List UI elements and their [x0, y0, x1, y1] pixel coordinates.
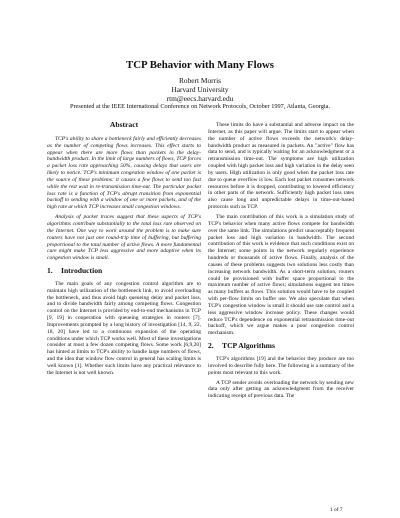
abstract-body [47, 136, 201, 262]
left-column [47, 118, 201, 377]
body-paragraph: These limits do have a substantial and adverse impact on the Internet, as this paper will argue. The limits start to appear when the number of active flows exceeds the network's delay-bandwidth product as measured in packets. An "active" flow has data to send, and is typically waiting for an acknowledgment or a retransmission time-out. The symptoms are high utilization coupled with high packet loss and high variation in the delay seen by users. High utilization is only good when the packet loss rate due to queue overflow is low. Each lost packet consumes network resources before it is dropped, contributing to lowered efficiency in other parts of the network. Sufficiently high packet loss rates also cause long and unpredictable delays in time-out-based protocols such as TCP. [208, 122, 354, 211]
author-affiliation: Harvard University [171, 84, 229, 94]
author-block [0, 77, 400, 103]
section-number: 2. [208, 341, 214, 351]
body-paragraph: A TCP sender avoids overloading the network by sending new data only after getting an acknowledgment from the receiver indicating receipt of previous data. The [208, 379, 354, 400]
venue-note: Presented at the IEEE International Conference on Network Protocols, October 1997, Atlanta, Georgia. [69, 103, 331, 110]
section-heading-tcp-algorithms [208, 343, 354, 350]
page-number: 1 of 7 [330, 507, 343, 513]
body-paragraph: TCP's algorithms [19] and the behavior they produce are too involved to describe fully here. The following is a summary of the points most relevant to this work. [208, 356, 354, 376]
section-heading-introduction [47, 268, 201, 275]
section-number: 1. [47, 266, 53, 276]
author-email: rtm@eecs.harvard.edu [166, 93, 234, 103]
paper-title: TCP Behavior with Many Flows [126, 59, 274, 71]
author-name: Robert Morris [178, 76, 222, 85]
body-paragraph: The main goals of any congestion control algorithm are to maintain high utilization of the bottleneck link, to avoid overloading the bottleneck, and thus avoid high queueing delay and packet loss, and to divide bandwidth fairly among competing flows. Congestion control on the Internet is provided by end-to-end mechanisms in TCP [9, 19] in cooperation with queueing strategies in routers [7]. Improvements prompted by a long history of investigation [14, 9, 22, 18, 20] have led to a continuous expansion of the operating conditions under which TCP works well. Most of these investigations consider at most a few dozen competing flows. Some work [6,9,20] has hinted at limits to TCP's ability to handle large numbers of flows, and the idea that window flow control in general has scaling limits is well known [1]. Whether such limits have any practical relevance to the Internet is not well known. [47, 280, 201, 376]
abstract-heading: Abstract [109, 120, 139, 129]
body-paragraph: The main contribution of this work is a simulation study of TCP's behavior when many active flows compete for bandwidth over the same link. The simulations predict unacceptably frequent packet loss and high variation in bandwidth. The second contribution of this work is evidence that such conditions exist on the Internet; some points in the network regularly experience hundreds or thousands of active flows. Finally, analysis of the causes of these problems suggests two solutions less costly than increasing network bandwidth. As a short-term solution, routers could be provisioned with buffer space proportional to the maximum number of active flows; simulations suggest ten times as many buffers as flows. This solution would have to be coupled with per-flow limits on buffer use. We also speculate that when TCP's congestion window is small it should use rate control and a less aggressive window increase policy. These changes would reduce TCP's dependence on exponential retransmission time-out backoff, which we argue makes a poor congestion control mechanism. [208, 213, 354, 337]
right-column [208, 118, 354, 400]
section-title: TCP Algorithms [222, 341, 275, 351]
abstract-paragraph: TCP's ability to share a bottleneck fairly and efficiently decreases as the number of competing flows increases. This effect starts to appear when there are more flows than packets in the delay-bandwidth product. In the limit of large numbers of flows, TCP forces a packet loss rate approaching 50%, causing delays that users are likely to notice. TCP's minimum congestion window of one packet is the source of these problems: it causes a few flows to send too fast while the rest wait in re-transmission time-out. The particular packet loss rate is a function of TCP's abrupt transition from exponential backoff to sending with a window of one or more packets, and of the high rate at which TCP increases small congestion windows. [47, 135, 201, 211]
abstract-paragraph: Analysis of packet traces suggest that these aspects of TCP's algorithms contribute substantially to the total loss rate observed on the Internet. One way to work around the problem is to make sure routers have not just one round-trip time of buffering, but buffering proportional to the total number of active flows. A more fundamental cure might make TCP less aggressive and more adaptive when its congestion window is small. [47, 214, 201, 262]
section-title: Introduction [61, 266, 103, 276]
